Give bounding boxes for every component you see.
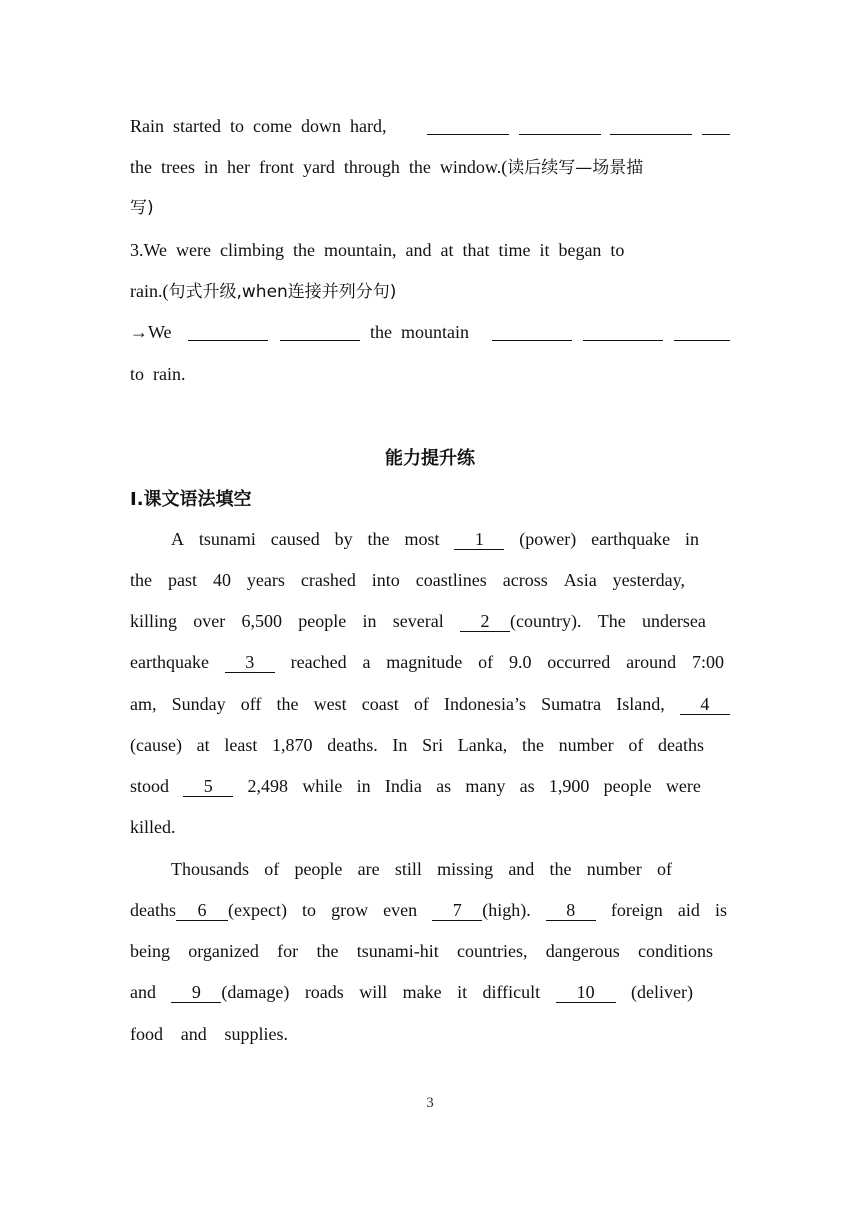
passage-word: and <box>180 1024 207 1044</box>
numbered-blank: 3 <box>225 652 275 673</box>
passage-word: am, <box>130 694 157 714</box>
passage-word: 40 <box>212 570 231 590</box>
passage-word: 1,900 <box>548 776 590 796</box>
passage-word: undersea <box>641 611 706 631</box>
passage-word: of <box>413 694 429 714</box>
passage-word: people <box>603 776 652 796</box>
passage-word: past <box>167 570 197 590</box>
passage-word: reached <box>290 652 347 672</box>
question-3-line2 <box>130 279 730 303</box>
answer-blank <box>674 320 730 341</box>
passage-word: food <box>130 1024 163 1044</box>
word-group <box>130 898 287 922</box>
passage-word: India <box>384 776 422 796</box>
passage-word: most <box>404 529 440 549</box>
passage-word: as <box>436 776 452 796</box>
passage-word: people <box>298 611 347 631</box>
passage-word: stood <box>130 776 170 796</box>
task-note: 读后续写—场景描 <box>507 158 644 178</box>
passage-word: dangerous <box>545 941 620 961</box>
passage-word: around <box>626 652 677 672</box>
passage-word: (expect) <box>227 900 287 920</box>
passage-word: Sri <box>422 735 444 755</box>
passage-word: (deliver) <box>631 982 693 1002</box>
passage-word: it <box>457 982 468 1002</box>
passage-word: grow <box>331 900 369 920</box>
passage-line <box>130 692 730 716</box>
passage-word: years <box>246 570 285 590</box>
passage-word: 2,498 <box>247 776 289 796</box>
passage-word: being <box>130 941 170 961</box>
passage-word: the <box>521 735 544 755</box>
passage-word: number <box>558 735 614 755</box>
passage-word: in <box>362 611 377 631</box>
passage-word: still <box>394 859 422 879</box>
passage-word: while <box>302 776 343 796</box>
section-title: 能力提升练 <box>385 448 475 469</box>
passage-word: coastlines <box>415 570 487 590</box>
word-group <box>460 609 581 633</box>
passage-word: earthquake <box>130 652 209 672</box>
passage-word: In <box>392 735 408 755</box>
passage-word: yesterday, <box>612 570 685 590</box>
passage-line <box>130 774 701 798</box>
passage-word: tsunami-hit <box>356 941 439 961</box>
passage-word: the <box>276 694 299 714</box>
passage-word: the <box>316 941 339 961</box>
task-note: 句式升级,when连接并列分句) <box>168 282 397 302</box>
answer-blank <box>280 320 360 341</box>
passage-word: west <box>313 694 347 714</box>
passage-word: of <box>478 652 494 672</box>
answer-line-rain <box>130 114 730 138</box>
passage-word: missing <box>437 859 494 879</box>
passage-word: of <box>628 735 644 755</box>
passage-word: coast <box>361 694 399 714</box>
passage-line <box>130 568 685 592</box>
passage-word: Indonesia’s <box>444 694 527 714</box>
passage-word: number <box>586 859 642 879</box>
answer-blank <box>188 320 268 341</box>
passage-word: 9.0 <box>508 652 532 672</box>
page-number: 3 <box>426 1095 434 1111</box>
passage-word: supplies. <box>224 1024 288 1044</box>
sentence-text: rain.( <box>130 281 169 301</box>
passage-word: make <box>402 982 442 1002</box>
passage-word: many <box>465 776 506 796</box>
numbered-blank: 8 <box>546 900 596 921</box>
task-note-continued: 写) <box>130 198 154 218</box>
passage-line <box>130 898 727 922</box>
passage-word: occurred <box>547 652 611 672</box>
passage-word: will <box>359 982 388 1002</box>
answer-blank <box>702 114 730 135</box>
passage-word: Sumatra <box>541 694 602 714</box>
passage-word: least <box>224 735 258 755</box>
passage-word: tsunami <box>198 529 256 549</box>
passage-line <box>171 527 699 551</box>
passage-word: across <box>502 570 548 590</box>
passage-word: over <box>193 611 226 631</box>
passage-word: were <box>665 776 701 796</box>
passage-line <box>130 815 730 839</box>
passage-word: (damage) <box>221 982 290 1002</box>
passage-word: in <box>356 776 371 796</box>
passage-word: A <box>171 529 184 549</box>
passage-line <box>171 857 672 881</box>
sentence-text: the mountain <box>370 322 469 342</box>
passage-word: caused <box>270 529 320 549</box>
passage-word: deaths <box>658 735 704 755</box>
passage-word: Thousands <box>171 859 249 879</box>
passage-word: conditions <box>637 941 713 961</box>
sentence-line <box>130 155 720 179</box>
passage-word: and <box>130 982 156 1002</box>
answer-blank <box>427 114 509 135</box>
passage-word: organized <box>188 941 259 961</box>
passage-word: crashed <box>300 570 356 590</box>
numbered-blank: 1 <box>454 529 504 550</box>
passage-word: killing <box>130 611 178 631</box>
numbered-blank: 6 <box>176 900 228 921</box>
passage-word: 6,500 <box>241 611 282 631</box>
answer-blank <box>610 114 692 135</box>
passage-word: The <box>597 611 626 631</box>
passage-word: difficult <box>482 982 541 1002</box>
passage-word: off <box>240 694 262 714</box>
passage-word: into <box>371 570 400 590</box>
passage-word: deaths. <box>327 735 378 755</box>
passage-word: a <box>362 652 371 672</box>
passage-line <box>130 733 704 757</box>
passage-word: even <box>383 900 418 920</box>
passage-word: deaths <box>130 900 176 920</box>
passage-word: in <box>684 529 699 549</box>
numbered-blank: 7 <box>432 900 482 921</box>
numbered-blank: 4 <box>680 694 730 715</box>
passage-word: people <box>294 859 343 879</box>
passage-line <box>130 1022 288 1046</box>
passage-line <box>130 980 693 1004</box>
passage-word: the <box>367 529 390 549</box>
passage-word: are <box>357 859 380 879</box>
passage-word: Sunday <box>171 694 226 714</box>
passage-word: foreign <box>610 900 663 920</box>
passage-word: of <box>656 859 672 879</box>
passage-word: Island, <box>616 694 665 714</box>
passage-word: by <box>334 529 353 549</box>
numbered-blank: 9 <box>171 982 221 1003</box>
passage-word: 7:00 <box>691 652 724 672</box>
passage-word: of <box>264 859 280 879</box>
passage-word: countries, <box>456 941 528 961</box>
passage-word: magnitude <box>386 652 463 672</box>
passage-word: Asia <box>563 570 597 590</box>
passage-line <box>130 939 713 963</box>
question-3: 3.We were climbing the mountain, and at that time it began to <box>130 240 625 260</box>
answer-line-we <box>130 320 730 344</box>
numbered-blank: 10 <box>556 982 616 1003</box>
passage-word: (power) <box>519 529 577 549</box>
passage-word: the <box>549 859 572 879</box>
passage-word: and <box>508 859 535 879</box>
passage-word: the <box>130 570 152 590</box>
passage-word: (country). <box>509 611 582 631</box>
passage-word: (cause) <box>130 735 182 755</box>
sentence-text: Rain started to come down hard, <box>130 116 387 136</box>
passage-word: killed. <box>130 817 176 837</box>
passage-line <box>130 609 706 633</box>
passage-word: at <box>196 735 210 755</box>
sentence-line: to rain. <box>130 364 186 384</box>
passage-word: aid <box>677 900 700 920</box>
passage-word: as <box>519 776 535 796</box>
numbered-blank: 5 <box>183 776 233 797</box>
answer-blank <box>519 114 601 135</box>
arrow-prefix: →We <box>130 322 172 342</box>
word-group <box>171 980 289 1004</box>
passage-word: several <box>392 611 444 631</box>
passage-word: to <box>302 900 317 920</box>
passage-line <box>130 650 724 674</box>
sentence-text: the trees in her front yard through the window.( <box>130 157 508 177</box>
section-subtitle: Ⅰ.课文语法填空 <box>130 489 252 510</box>
answer-blank <box>583 320 663 341</box>
passage-word: roads <box>304 982 344 1002</box>
passage-word: is <box>714 900 727 920</box>
passage-word: 1,870 <box>272 735 313 755</box>
word-group <box>432 898 531 922</box>
answer-blank <box>492 320 572 341</box>
passage-word: earthquake <box>591 529 671 549</box>
passage-word: Lanka, <box>457 735 508 755</box>
passage-word: for <box>277 941 299 961</box>
passage-word: (high). <box>482 900 531 920</box>
numbered-blank: 2 <box>460 611 510 632</box>
